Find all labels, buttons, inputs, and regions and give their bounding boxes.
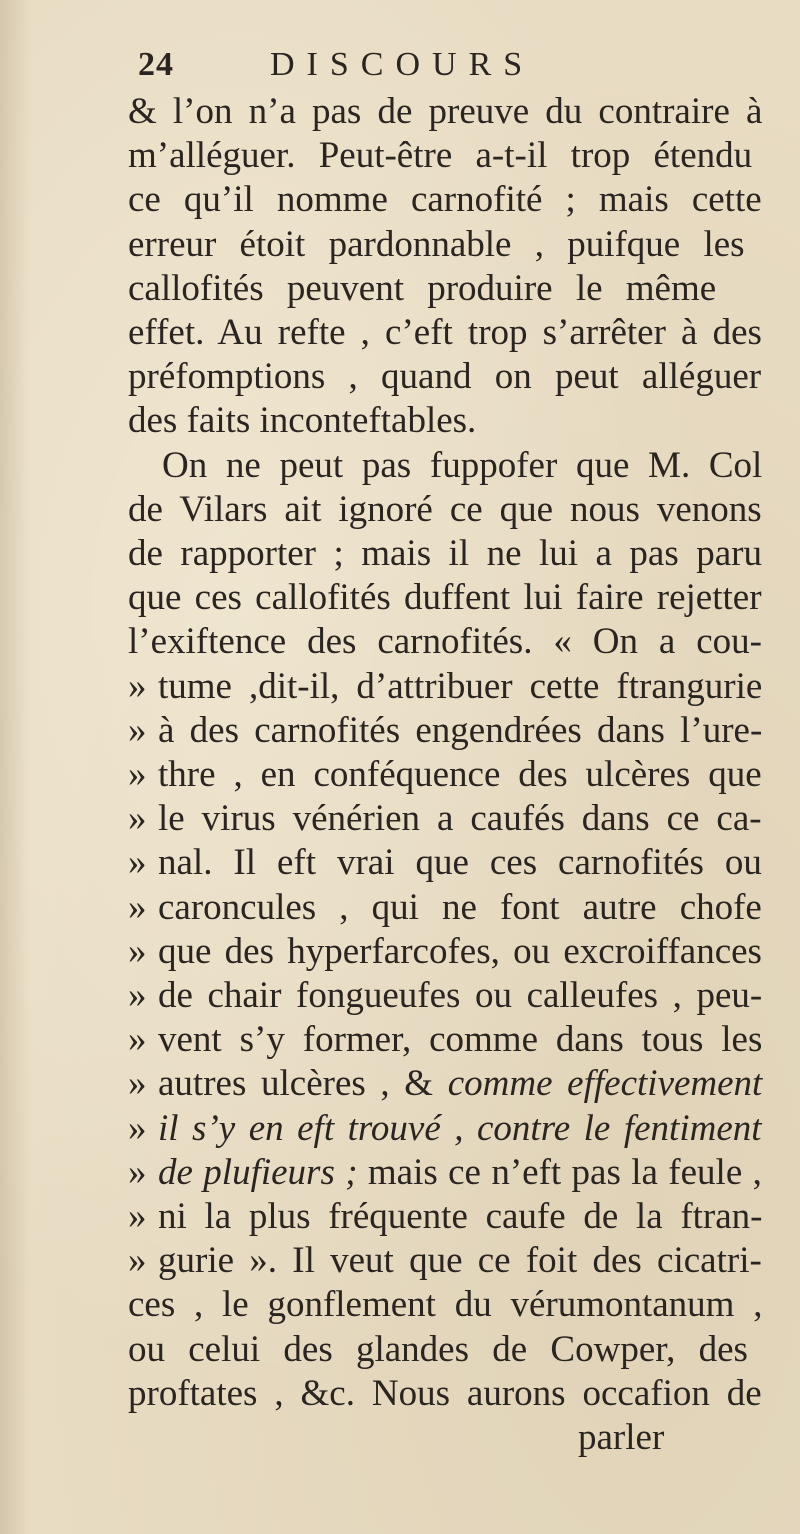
text-line <box>128 1018 762 1062</box>
text-line <box>128 1372 762 1416</box>
running-title: DISCOURS <box>270 46 535 83</box>
text-line <box>128 532 762 576</box>
text-line <box>128 488 762 532</box>
line-text: à des carnofités engendrées dans l’ure- <box>158 709 763 751</box>
line-text: vent s’y former, comme dans tous les <box>158 1019 763 1061</box>
line-text: des faits inconteftables. <box>128 400 477 442</box>
text-line <box>128 1328 748 1372</box>
text-line <box>128 886 762 930</box>
text-line <box>128 1195 762 1239</box>
quote-mark: » <box>128 842 147 884</box>
text-line <box>128 841 762 885</box>
line-text: proftates , &c. Nous aurons occafion de <box>128 1372 762 1414</box>
quote-mark: » <box>128 754 147 795</box>
text-line <box>128 90 762 134</box>
line-text: mais ce n’eft pas la feule , <box>357 1151 762 1193</box>
italic-text: comme effectivement <box>447 1063 763 1105</box>
text-line <box>128 311 762 355</box>
line-text: ce qu’il nomme carnofité ; mais cette <box>128 179 762 221</box>
text-line <box>162 444 762 488</box>
text-line <box>128 1239 762 1283</box>
quote-mark: » <box>128 1019 147 1061</box>
text-line <box>578 1416 664 1460</box>
quote-mark: » <box>128 665 147 707</box>
text-line <box>128 620 762 664</box>
line-text: callofités peuvent produire le même <box>128 267 717 309</box>
line-text: m’alléguer. Peut-être a-t-il trop étendu <box>128 135 753 177</box>
line-text: & l’on n’a pas de preuve du contraire à <box>128 91 763 132</box>
quote-mark: » <box>128 1151 147 1193</box>
text-line <box>128 267 716 311</box>
line-text: l’exiftence des carnofités. « On a cou- <box>128 621 762 663</box>
line-text: ces , le gonflement du vérumontanum , <box>128 1284 763 1326</box>
line-text: de Vilars ait ignoré ce que nous venons <box>128 488 762 530</box>
text-line <box>128 576 762 620</box>
line-text: parler <box>578 1417 665 1458</box>
line-text: de rapporter ; mais il ne lui a pas paru <box>128 533 762 574</box>
line-text: préfomptions , quand on peut alléguer <box>128 356 762 398</box>
text-line <box>128 223 745 267</box>
text-line <box>128 665 762 709</box>
text-line <box>128 355 761 399</box>
line-text: caroncules , qui ne font autre chofe <box>158 886 762 928</box>
quote-mark: » <box>128 1107 147 1149</box>
text-line <box>128 797 762 841</box>
text-line <box>128 930 762 974</box>
italic-text: il s’y en eft trouvé , contre le fentiment <box>158 1107 762 1149</box>
text-line <box>128 709 762 753</box>
line-text: que des hyperfarcofes, ou excroiffances <box>158 930 762 972</box>
page-header <box>138 46 698 90</box>
line-text: thre , en conféquence des ulcères que <box>158 754 762 795</box>
line-text: erreur étoit pardonnable , puifque les <box>128 223 745 265</box>
line-text: autres ulcères , & <box>158 1063 448 1105</box>
quote-mark: » <box>128 1063 147 1105</box>
line-text: ni la plus fréquente caufe de la ftran- <box>158 1196 763 1237</box>
italic-text: de plufieurs ; <box>158 1151 358 1193</box>
page-number: 24 <box>138 46 174 83</box>
text-line <box>128 1062 762 1106</box>
line-text: nal. Il eft vrai que ces carnofités ou <box>158 842 762 884</box>
text-line <box>128 753 762 797</box>
text-line <box>128 1151 762 1195</box>
line-text: ou celui des glandes de Cowper, des <box>128 1328 748 1370</box>
text-line <box>128 134 752 178</box>
text-line <box>128 1283 762 1327</box>
quote-mark: » <box>128 975 147 1016</box>
line-text: effet. Au refte , c’eft trop s’arrêter à des <box>128 312 762 353</box>
line-text: gurie ». Il veut que ce foit des cicatri- <box>158 1240 762 1282</box>
text-line <box>128 178 762 222</box>
line-text: de chair fongueufes ou calleufes , peu- <box>158 975 763 1016</box>
line-text: que ces callofités duffent lui faire rejetter <box>128 577 762 619</box>
line-text: le virus vénérien a caufés dans ce ca- <box>158 798 762 840</box>
quote-mark: » <box>128 798 147 840</box>
text-line <box>128 974 762 1018</box>
quote-mark: » <box>128 1240 147 1282</box>
quote-mark: » <box>128 709 147 751</box>
text-line <box>128 1107 762 1151</box>
line-text: tume ,dit-il, d’attribuer cette ftrangurie <box>158 665 763 707</box>
quote-mark: » <box>128 886 147 928</box>
text-line <box>128 399 476 443</box>
page-gutter-shadow <box>0 0 30 1534</box>
quote-mark: » <box>128 1196 147 1237</box>
quote-mark: » <box>128 930 147 972</box>
line-text: On ne peut pas fuppofer que M. Col <box>162 444 763 486</box>
